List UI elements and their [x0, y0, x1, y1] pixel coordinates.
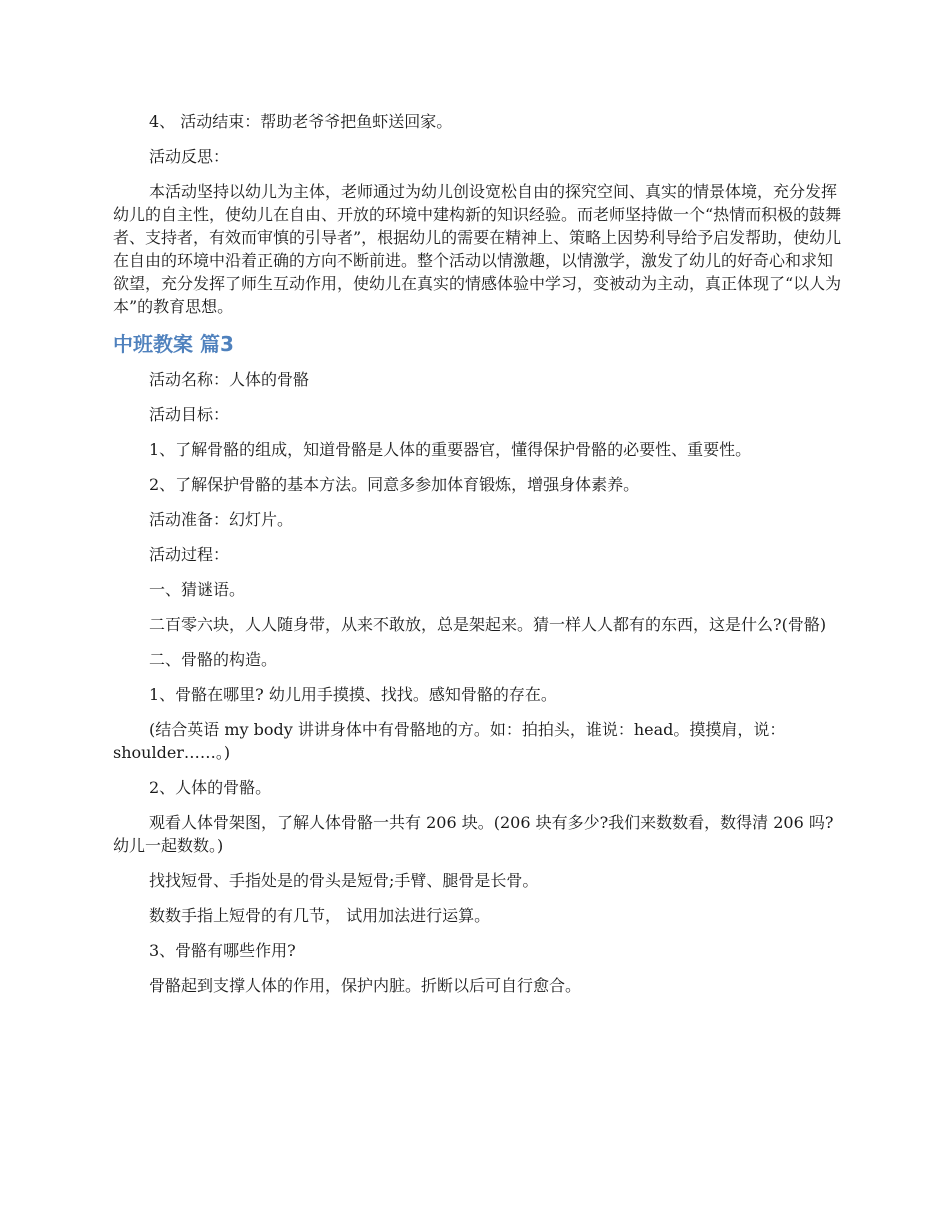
paragraph-where-bones: 1、骨骼在哪里? 幼儿用手摸摸、找找。感知骨骼的存在。	[149, 685, 557, 704]
paragraph-reflection-label: 活动反思：	[149, 147, 230, 166]
paragraph-process-label: 活动过程：	[149, 545, 230, 564]
paragraph-functions-text: 骨骼起到支撑人体的作用，保护内脏。折断以后可自行愈合。	[149, 976, 582, 995]
paragraph-skeleton-chart: 观看人体骨架图，了解人体骨骼一共有 206 块。(206 块有多少?我们来数数看，数得清 206 吗?幼儿一起数数。)	[113, 813, 834, 855]
paragraph-reflection-body: 本活动坚持以幼儿为主体，老师通过为幼儿创设宽松自由的探究空间、真实的情景体境，充分发挥幼儿的自主性，使幼儿在自由、开放的环境中建构新的知识经验。而老师坚持做一个“热情而积极的鼓舞者、支持者，有效而审慎的引导者”，根据幼儿的需要在精神上、策略上因势利导给予启发帮助，使幼儿在自由的环境中沿着正确的方向不断前进。整个活动以情激趣，以情激学，激发了幼儿的好奇心和求知欲望，充分发挥了师生互动作用，使幼儿在真实的情感体验中学习，变被动为主动，真正体现了“以人为本”的教育思想。	[113, 182, 842, 316]
paragraph-english-body: (结合英语 my body 讲讲身体中有骨骼地的方。如：拍拍头，谁说：head。摸摸肩，说：shoulder……。)	[113, 720, 786, 762]
paragraph-activity-name: 活动名称：人体的骨骼	[149, 370, 310, 389]
paragraph-short-long-bones: 找找短骨、手指处是的骨头是短骨;手臂、腿骨是长骨。	[149, 871, 539, 890]
paragraph-goal-2: 2、了解保护骨骼的基本方法。同意多参加体育锻炼，增强身体素养。	[149, 475, 640, 494]
paragraph-count-bones: 数数手指上短骨的有几节， 试用加法进行运算。	[149, 906, 491, 925]
paragraph-riddle-text: 二百零六块，人人随身带，从来不敢放，总是架起来。猜一样人人都有的东西，这是什么?(骨骼)	[149, 615, 827, 634]
paragraph-goals-label: 活动目标：	[149, 405, 230, 424]
paragraph-step-structure: 二、骨骼的构造。	[149, 650, 278, 669]
paragraph-goal-1: 1、了解骨骼的组成，知道骨骼是人体的重要器官，懂得保护骨骼的必要性、重要性。	[149, 440, 752, 459]
section-heading: 中班教案 篇3	[113, 332, 234, 356]
paragraph-functions-label: 3、骨骼有哪些作用?	[149, 941, 296, 960]
paragraph-activity-end: 4、 活动结束：帮助老爷爷把鱼虾送回家。	[149, 112, 453, 131]
document-page	[113, 110, 843, 1009]
paragraph-human-bones: 2、人体的骨骼。	[149, 778, 272, 797]
paragraph-step-riddle: 一、猜谜语。	[149, 580, 246, 599]
paragraph-preparation: 活动准备：幻灯片。	[149, 510, 294, 529]
